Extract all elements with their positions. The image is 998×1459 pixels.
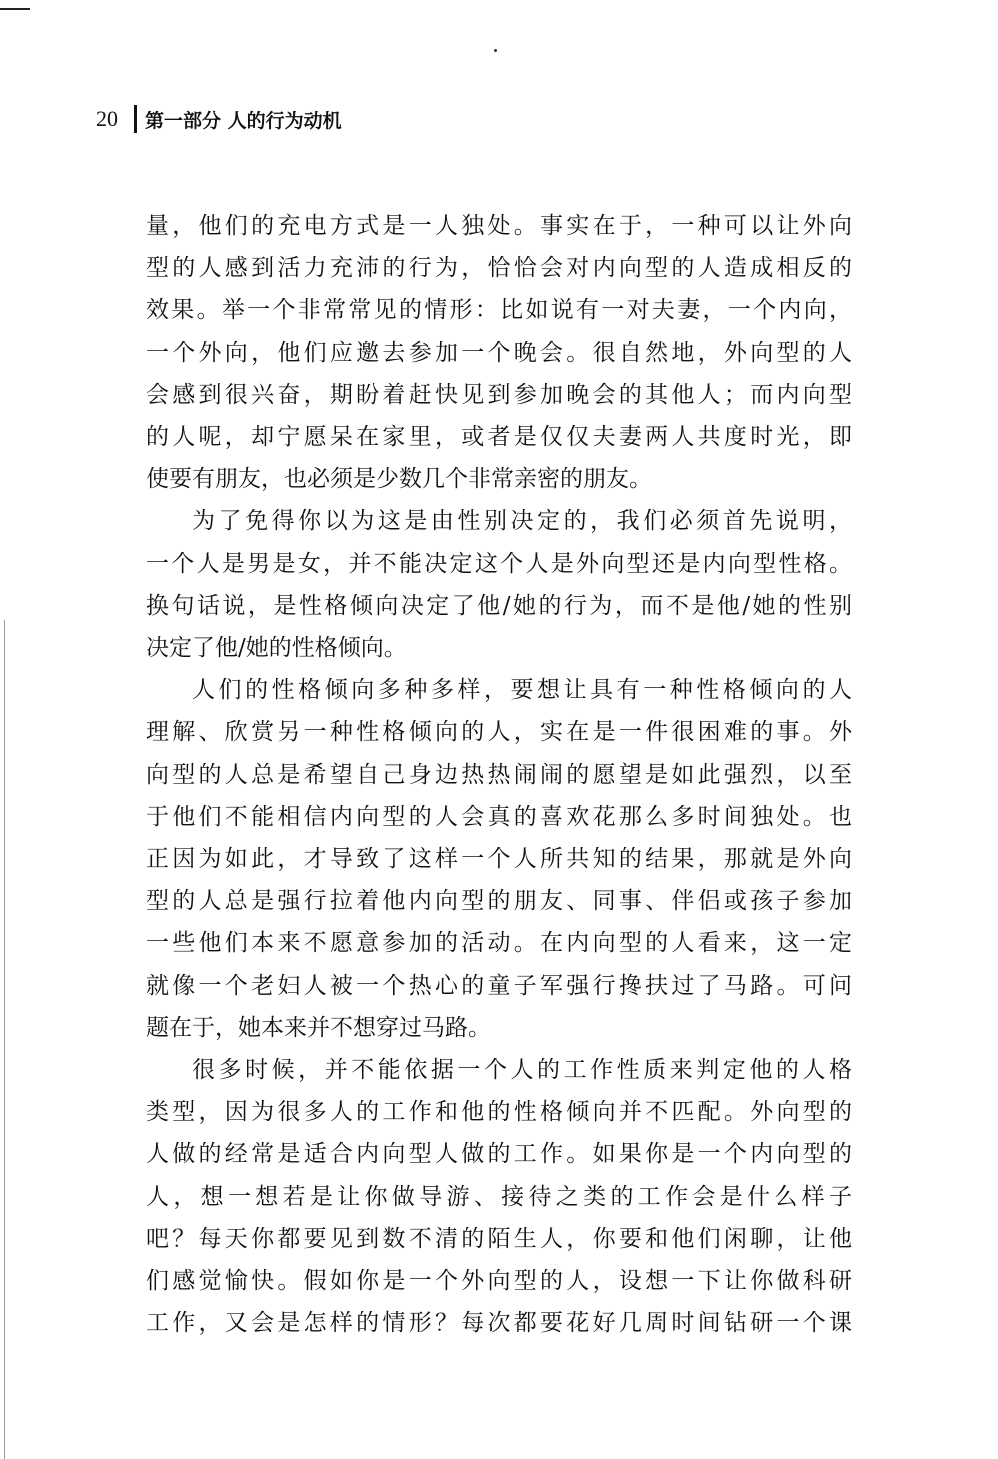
text-line: 使要有朋友，也必须是少数几个非常亲密的朋友。 — [146, 466, 652, 493]
text-line: 的人呢，却宁愿呆在家里，或者是仅仅夫妻两人共度时光，即 — [146, 424, 852, 451]
header-divider — [134, 105, 137, 133]
text-line: 换句话说，是性格倾向决定了他/她的行为，而不是他/她的性别 — [146, 592, 852, 619]
text-line: 正因为如此，才导致了这样一个人所共知的结果，那就是外向 — [146, 846, 852, 873]
text-line: 很多时候，并不能依据一个人的工作性质来判定他的人格 — [192, 1057, 852, 1084]
text-line: 一些他们本来不愿意参加的活动。在内向型的人看来，这一定 — [146, 930, 852, 957]
text-line: 题在于，她本来并不想穿过马路。 — [146, 1014, 491, 1041]
text-line: 人做的经常是适合内向型人做的工作。如果你是一个内向型的 — [146, 1141, 852, 1168]
text-line: 于他们不能相信内向型的人会真的喜欢花那么多时间独处。也 — [146, 803, 852, 830]
text-line: 效果。举一个非常常见的情形：比如说有一对夫妻，一个内向， — [146, 297, 852, 324]
text-line: 一个外向，他们应邀去参加一个晚会。很自然地，外向型的人 — [146, 339, 852, 366]
text-line: 一个人是男是女，并不能决定这个人是外向型还是内向型性格。 — [146, 550, 852, 577]
text-line: 型的人总是强行拉着他内向型的朋友、同事、伴侣或孩子参加 — [146, 888, 852, 915]
text-line: 人们的性格倾向多种多样，要想让具有一种性格倾向的人 — [192, 677, 852, 704]
corner-scan-mark — [0, 8, 30, 10]
text-line: 就像一个老妇人被一个热心的童子军强行搀扶过了马路。可问 — [146, 972, 852, 999]
text-line: 理解、欣赏另一种性格倾向的人，实在是一件很困难的事。外 — [146, 719, 852, 746]
body-text — [146, 205, 852, 1344]
text-line: 型的人感到活力充沛的行为，恰恰会对内向型的人造成相反的 — [146, 255, 852, 282]
text-line: 量，他们的充电方式是一人独处。事实在于，一种可以让外向 — [146, 213, 852, 239]
text-line: 为了免得你以为这是由性别决定的，我们必须首先说明， — [192, 508, 852, 535]
text-line: 决定了他/她的性格倾向。 — [146, 635, 407, 662]
text-line: 吧？每天你都要见到数不清的陌生人，你要和他们闲聊，让他 — [146, 1225, 852, 1252]
text-line: 会感到很兴奋，期盼着赶快见到参加晚会的其他人；而内向型 — [146, 381, 852, 408]
page-number: 20 — [96, 106, 118, 131]
text-line: 向型的人总是希望自己身边热热闹闹的愿望是如此强烈，以至 — [146, 761, 852, 788]
section-title: 第一部分 人的行为动机 — [145, 109, 342, 132]
text-line: 们感觉愉快。假如你是一个外向型的人，设想一下让你做科研 — [146, 1268, 852, 1295]
text-line: 类型，因为很多人的工作和他的性格倾向并不匹配。外向型的 — [146, 1099, 852, 1126]
running-header — [96, 104, 342, 134]
text-line: 工作，又会是怎样的情形？每次都要花好几周时间钻研一个课 — [146, 1310, 852, 1337]
text-line: 人，想一想若是让你做导游、接待之类的工作会是什么样子 — [146, 1183, 852, 1210]
scan-edge-line — [4, 620, 5, 1459]
scan-dot — [494, 49, 497, 52]
